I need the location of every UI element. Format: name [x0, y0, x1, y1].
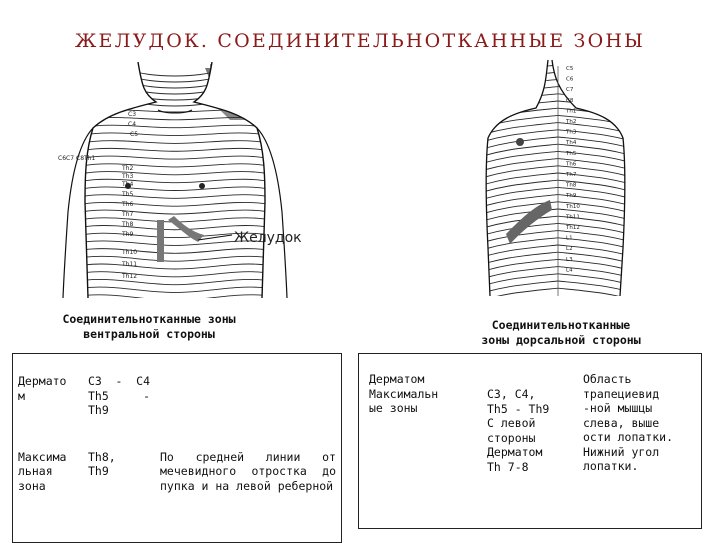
- segment-label: C6: [58, 155, 67, 162]
- segment-label: C3: [128, 111, 137, 118]
- segment-label: L1: [566, 235, 573, 242]
- table-row: [13, 354, 342, 424]
- dorsal-zones-table: [358, 353, 702, 529]
- segment-label: Th8: [122, 221, 134, 228]
- segment-label: Th12: [566, 225, 580, 231]
- segment-label: Th2: [566, 119, 577, 125]
- organ-label: Желудок: [234, 230, 302, 246]
- segment-label: C8: [566, 97, 574, 104]
- segment-label: C8: [76, 155, 85, 162]
- cell-zone-segments: C3, C4, Th5 - Th9 С левой стороны Дерматом Th 7-8: [487, 387, 550, 474]
- cell-dermatome-area: [155, 354, 342, 424]
- cell-zone-types: Дерматом Максимальн ые зоны: [369, 372, 439, 415]
- segment-label: Th12: [122, 273, 138, 280]
- ventral-zones-table: [12, 353, 342, 543]
- segment-label: Th10: [566, 203, 580, 210]
- segment-label: Th9: [122, 231, 134, 238]
- segment-label: Th11: [566, 214, 580, 221]
- ventral-dermatome-figure: [50, 62, 340, 300]
- segment-label: Th6: [122, 201, 134, 208]
- page-title: ЖЕЛУДОК. СОЕДИНИТЕЛЬНОТКАННЫЕ ЗОНЫ: [74, 30, 646, 52]
- segment-label: L4: [566, 267, 573, 274]
- segment-label: Th7: [566, 172, 577, 178]
- cell-maxzone-segments: Th8, Th9: [88, 449, 116, 478]
- segment-label: Th3: [122, 173, 134, 180]
- table-row: [13, 424, 342, 543]
- cell-maxzone-label: Максима льная зона: [18, 449, 67, 493]
- segment-label: Th5: [122, 191, 134, 198]
- segment-label: C7: [66, 155, 75, 162]
- cell-zone-area: Область трапециевид -ной мышцы слева, выше ости лопатки. Нижний угол лопатки.: [583, 372, 674, 473]
- cell-maxzone-area: По средней линии от мечевидного отростка до пупка и на левой реберной: [160, 449, 336, 493]
- segment-label: C7: [566, 87, 574, 94]
- segment-label: Th2: [122, 165, 134, 172]
- segment-label: C5: [130, 131, 139, 138]
- segment-label: L2: [566, 246, 573, 253]
- segment-label: L3: [566, 256, 573, 263]
- ventral-caption: Соединительнотканные зоны вентральной стороны: [62, 312, 236, 341]
- segment-label: Th7: [122, 211, 134, 218]
- segment-label: Th1: [84, 155, 96, 162]
- cell-dermatome-label: Дермато м: [18, 374, 67, 403]
- segment-label: Th1: [566, 108, 577, 115]
- segment-label: Th6: [566, 161, 577, 168]
- segment-label: Th10: [122, 249, 138, 256]
- cell-dermatome-segments: C3 - C4 Th5 - Th9: [88, 374, 150, 417]
- segment-label: C6: [566, 76, 574, 83]
- segment-label: Th11: [122, 261, 138, 268]
- segment-label: Th3: [566, 129, 577, 136]
- segment-label: Th8: [566, 182, 577, 189]
- dorsal-caption: Соединительнотканные зоны дорсальной стороны: [481, 318, 641, 347]
- table-row: [359, 354, 702, 529]
- segment-label: Th4: [566, 140, 577, 147]
- segment-label: Th5: [566, 150, 577, 157]
- segment-label: C5: [566, 66, 574, 72]
- segment-label: Th4: [122, 181, 134, 188]
- segment-label: Th9: [566, 193, 577, 200]
- dorsal-dermatome-figure: [468, 58, 648, 296]
- segment-label: C4: [128, 121, 137, 128]
